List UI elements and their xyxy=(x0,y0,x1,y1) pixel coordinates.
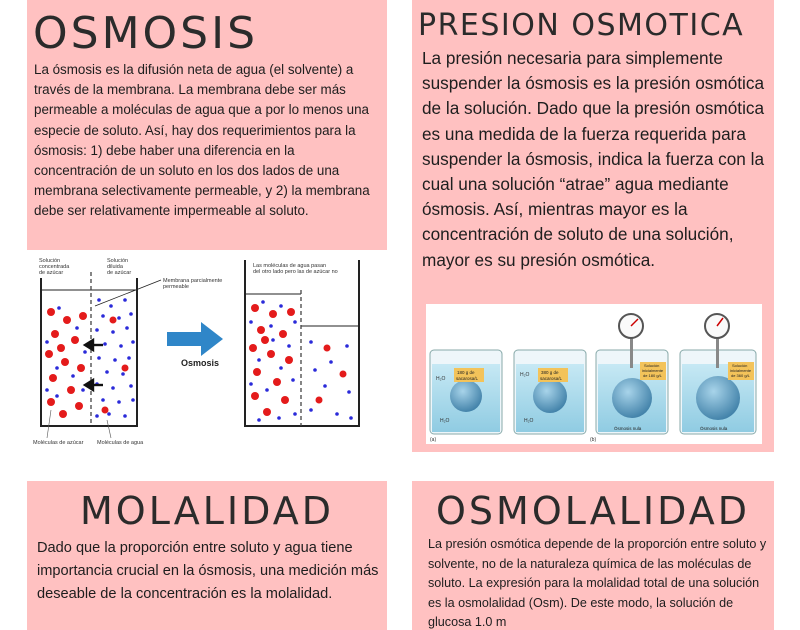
osmosis-arrow xyxy=(167,322,223,356)
presion-card xyxy=(412,0,774,452)
osmolalidad-title: OSMOLALIDAD xyxy=(436,489,750,533)
svg-text:Solucióninicialmentede 180 g/L: Solución inicialmente de 180 g/L xyxy=(642,363,664,378)
svg-text:(b): (b) xyxy=(590,437,597,443)
molalidad-body: Dado que la proporción entre soluto y agua tiene importancia crucial en la ósmosis, una medición más deseable de la concentración es la molalidad. xyxy=(37,540,379,602)
label-membrane-2: permeable xyxy=(163,284,189,290)
svg-text:Solucióninicialmentede 360 g/L: Solución inicialmente de 360 g/L xyxy=(730,363,752,378)
label-after-1: Las moléculas de agua pasan xyxy=(253,263,327,269)
label-concentrated-2: concentrada xyxy=(39,264,70,270)
label-diluted-3: de azúcar xyxy=(107,270,132,276)
osmosis-card xyxy=(27,0,387,452)
beaker-4 xyxy=(680,314,756,434)
legend-water: Moléculas de agua xyxy=(97,440,144,446)
molalidad-card xyxy=(27,481,387,630)
sugar-molecules-left xyxy=(45,308,87,418)
osmosis-body: La ósmosis es la difusión neta de agua (el solvente) a través de la membrana. La membrana debe ser más permeable a moléculas de agua que a por lo menos una especie de soluto. Así, hay dos requerimientos para la ósmosis: 1) debe haber una diferencia en la concentración de un soluto en los dos lados de una membrana selectivamente permeable, y 2) la membrana debe ser relativamente impermeable al soluto. xyxy=(34,62,370,219)
svg-text:H₂O: H₂O xyxy=(524,418,534,424)
beaker-3 xyxy=(596,314,668,434)
svg-text:(a): (a) xyxy=(430,437,437,443)
label-concentrated-1: Solución xyxy=(39,258,61,264)
svg-text:H₂O: H₂O xyxy=(436,376,446,382)
osmosis-diagram-svg xyxy=(27,250,387,452)
svg-text:380 g desacarosa/L: 380 g de sacarosa/L xyxy=(540,370,563,381)
osmosis-diagram xyxy=(27,250,387,452)
osmotic-pressure-figure xyxy=(426,304,762,444)
label-diluted-1: Solución xyxy=(107,258,129,264)
osmolalidad-body: La presión osmótica depende de la proporción entre soluto y solvente, no de la naturaleza química de las moléculas de soluto. La expresión para la molalidad total de una solución es la osmolalidad (Osm). De este modo, la solución de glucosa 1.0 m xyxy=(428,537,767,630)
svg-text:Solucióndiluidade azúcar xyxy=(107,258,131,276)
svg-text:Ósmosis nula: Ósmosis nula xyxy=(614,426,642,431)
osmolalidad-card xyxy=(412,481,774,630)
presion-title: PRESION OSMOTICA xyxy=(418,8,745,43)
svg-text:180 g desacarosa/L: 180 g de sacarosa/L xyxy=(456,370,479,381)
svg-text:H₂O: H₂O xyxy=(520,372,530,378)
svg-text:Las moléculas de agua pasandel xyxy=(253,263,338,275)
osmotic-pressure-svg xyxy=(426,304,762,444)
label-concentrated-3: de azúcar xyxy=(39,270,64,276)
svg-text:Ósmosis nula: Ósmosis nula xyxy=(700,426,728,431)
label-membrane-1: Membrana parcialmente xyxy=(163,278,223,284)
water-molecules-right xyxy=(95,298,135,418)
presion-body: La presión necesaria para simplemente suspender la ósmosis es la presión osmótica de la solución. Dado que la presión osmótica es una medida de la fuerza requerida para suspender la ósmosis, indica la fuerza con la cual una solución “atrae” agua mediante ósmosis. Así, mientras mayor es la concentración de soluto de una solución, mayor es su presión osmótica. xyxy=(422,48,765,270)
svg-text:Membrana parcialmentepermeable xyxy=(163,278,222,290)
beaker-1 xyxy=(430,350,502,434)
osmosis-title: OSMOSIS xyxy=(33,8,258,59)
svg-text:Soluciónconcentradade azúcar xyxy=(39,258,70,276)
label-diluted-2: diluida xyxy=(107,264,123,270)
molalidad-title: MOLALIDAD xyxy=(80,489,334,533)
osmosis-arrow-label: Osmosis xyxy=(181,358,220,368)
water-flow-arrows xyxy=(85,340,103,390)
svg-text:H₂O: H₂O xyxy=(440,418,450,424)
beaker-2 xyxy=(514,350,586,434)
label-after-2: del otro lado pero las de azúcar no xyxy=(253,269,338,275)
legend-sugar: Moléculas de azúcar xyxy=(33,440,84,446)
